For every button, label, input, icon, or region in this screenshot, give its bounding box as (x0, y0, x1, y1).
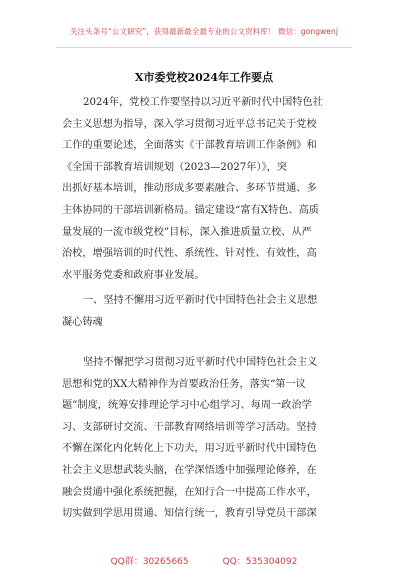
paragraph-line: 融会贯通中强化系统把握，在知行合一中提高工作水平， (62, 486, 317, 498)
paragraph-line: 《全国干部教育培训规划（2023—2027年）》，突 (62, 161, 288, 173)
paragraph-line: 切实做到学思用贯通、知信行统一，教育引导党员干部深 (62, 508, 317, 520)
intro-paragraph (62, 92, 348, 286)
paragraph-line: 习、支部研讨交流、干部教育网络培训等学习活动。坚持 (62, 421, 317, 433)
footer-contact (0, 554, 408, 567)
footer-qq-group: QQ群：30265665 (110, 557, 189, 567)
paragraph-line: 主体协同的干部培训新格局。锚定建设“富有X特色、高质 (62, 204, 319, 216)
paragraph-line: 思想和党的XX大精神作为首要政治任务，落实“第一议 (62, 378, 306, 390)
paragraph-line: 工作的重要论述，全面落实《干部教育培训工作条例》和 (62, 140, 317, 152)
paragraph-line: 会主义思想为指导，深入学习贯彻习近平总书记关于党校 (62, 118, 317, 130)
paragraph-line: 治校，增强培训的时代性、系统性、针对性、有效性，高 (62, 248, 317, 260)
section-body-paragraph (62, 352, 348, 525)
section-heading (62, 290, 348, 333)
paragraph-line: 题”制度，统筹安排理论学习中心组学习、每周一政治学 (62, 400, 312, 412)
paragraph-line: 不懈在深化内化转化上下功夫，用习近平新时代中国特色 (62, 443, 317, 455)
header-divider (56, 47, 352, 48)
footer-qq: QQ：535304092 (222, 557, 298, 567)
paragraph-line: 坚持不懈把学习贯彻习近平新时代中国特色社会主义 (83, 357, 318, 368)
paragraph-line: 量发展的一流市级党校”目标，深入推进质量立校、从严 (62, 226, 312, 238)
heading-line: 凝心铸魂 (62, 316, 103, 328)
paragraph-line: 社会主义思想武装头脑，在学深悟透中加强理论修养，在 (62, 464, 317, 476)
paragraph-line: 水平服务党委和政府事业发展。 (62, 269, 205, 281)
header-promo-text: 关注头条号“公文研究”，获得最新最全最专业的公文资料库！ 微信：gongwenj (69, 27, 339, 36)
paragraph-line: 2024年，党校工作要坚持以习近平新时代中国特色社 (83, 97, 323, 108)
heading-line: 一、坚持不懈用习近平新时代中国特色社会主义思想 (83, 295, 318, 306)
document-title: X市委党校2024年工作要点 (134, 71, 274, 84)
paragraph-line: 出抓好基本培训，推动形成多要素融合、多环节贯通、多 (62, 183, 317, 195)
